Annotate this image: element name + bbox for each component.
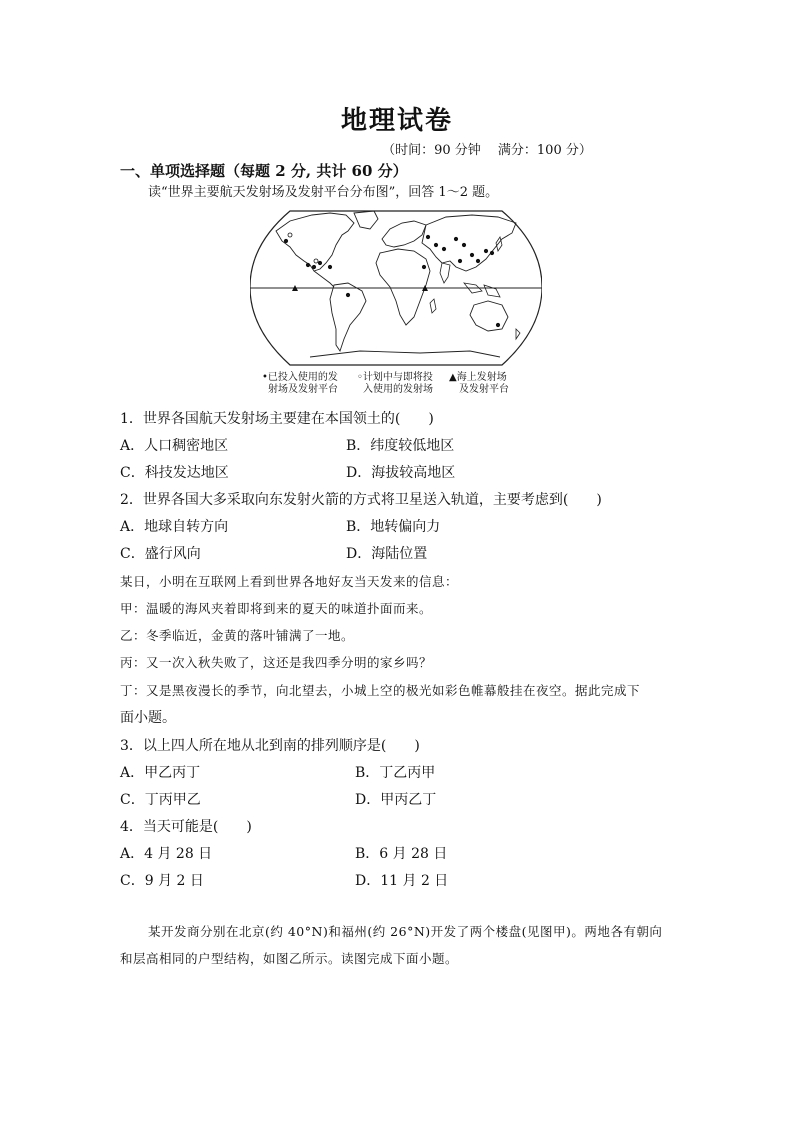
world-map-figure bbox=[250, 205, 542, 370]
passage-line-5: 丁：又是黑夜漫长的季节，向北望去，小城上空的极光如彩色帷幕般挂在夜空。据此完成下 bbox=[120, 683, 641, 698]
japan bbox=[496, 237, 502, 251]
africa bbox=[376, 249, 430, 325]
question-2-option-c[interactable]: C．盛行风向 bbox=[120, 546, 201, 562]
passage-line-1: 某日，小明在互联网上看到世界各地好友当天发来的信息： bbox=[120, 574, 459, 589]
question-1-stem: 1．世界各国航天发射场主要建在本国领土的( ) bbox=[120, 411, 434, 427]
madagascar bbox=[430, 299, 436, 313]
australia bbox=[470, 301, 508, 331]
passage-line-2: 甲：温暖的海风夹着即将到来的夏天的味道扑面而来。 bbox=[120, 601, 433, 616]
se-asia-islands bbox=[464, 283, 500, 297]
passage-line-3: 乙：冬季临近，金黄的落叶铺满了一地。 bbox=[120, 628, 355, 643]
legend-planned: ◦计划中与即将投 入使用的发射场 bbox=[357, 372, 433, 395]
europe bbox=[382, 221, 426, 247]
page-title: 地理试卷 bbox=[340, 106, 453, 136]
question-1-option-a[interactable]: A．人口稠密地区 bbox=[120, 438, 229, 454]
legend-sea-platform: ▲海上发射场 及发射平台 bbox=[449, 372, 509, 395]
map-intro: 读“世界主要航天发射场及发射平台分布图”，回答 1～2 题。 bbox=[148, 185, 499, 200]
launch-sites-planned bbox=[288, 233, 318, 263]
india bbox=[440, 263, 450, 283]
question-2-option-b[interactable]: B．地转偏向力 bbox=[346, 519, 441, 535]
question-2-option-d[interactable]: D．海陆位置 bbox=[346, 546, 428, 562]
question-3-option-b[interactable]: B．丁乙丙甲 bbox=[355, 765, 436, 781]
greenland bbox=[354, 211, 378, 229]
question-3-option-c[interactable]: C．丁丙甲乙 bbox=[120, 792, 201, 808]
passage-line-6: 面小题。 bbox=[120, 710, 176, 726]
question-1-option-c[interactable]: C．科技发达地区 bbox=[120, 465, 229, 481]
question-3-stem: 3．以上四人所在地从北到南的排列顺序是( ) bbox=[120, 738, 420, 754]
passage-line-4: 丙：又一次入秋失败了，这还是我四季分明的家乡吗？ bbox=[120, 655, 433, 670]
world-map bbox=[250, 205, 542, 370]
passage2-line-1: 某开发商分别在北京(约 40°N)和福州(约 26°N)开发了两个楼盘(见图甲)。两地各有朝向 bbox=[148, 924, 663, 939]
central-america bbox=[314, 271, 334, 287]
question-3-option-a[interactable]: A．甲乙丙丁 bbox=[120, 765, 201, 781]
question-4-stem: 4．当天可能是( ) bbox=[120, 819, 252, 835]
new-zealand bbox=[516, 329, 520, 339]
question-4-option-c[interactable]: C．9 月 2 日 bbox=[120, 873, 204, 889]
question-2-option-a[interactable]: A．地球自转方向 bbox=[120, 519, 229, 535]
launch-sites-in-use bbox=[284, 235, 500, 327]
question-2-stem: 2．世界各国大多采取向东发射火箭的方式将卫星送入轨道，主要考虑到( ) bbox=[120, 492, 602, 508]
section-heading: 一、单项选择题（每题 2 分, 共计 60 分） bbox=[120, 162, 408, 180]
exam-info: （时间：90 分钟 满分：100 分） bbox=[382, 143, 592, 158]
question-3-option-d[interactable]: D．甲丙乙丁 bbox=[355, 792, 437, 808]
question-4-option-a[interactable]: A．4 月 28 日 bbox=[120, 846, 213, 862]
question-1-option-b[interactable]: B．纬度较低地区 bbox=[346, 438, 455, 454]
antarctica bbox=[310, 351, 500, 357]
passage2-line-2: 和层高相同的户型结构，如图乙所示。读图完成下面小题。 bbox=[120, 951, 459, 966]
legend-in-use: •已投入使用的发 射场及发射平台 bbox=[262, 372, 338, 395]
question-1-option-d[interactable]: D．海拔较高地区 bbox=[346, 465, 456, 481]
question-4-option-d[interactable]: D．11 月 2 日 bbox=[355, 873, 449, 889]
question-4-option-b[interactable]: B．6 月 28 日 bbox=[355, 846, 448, 862]
